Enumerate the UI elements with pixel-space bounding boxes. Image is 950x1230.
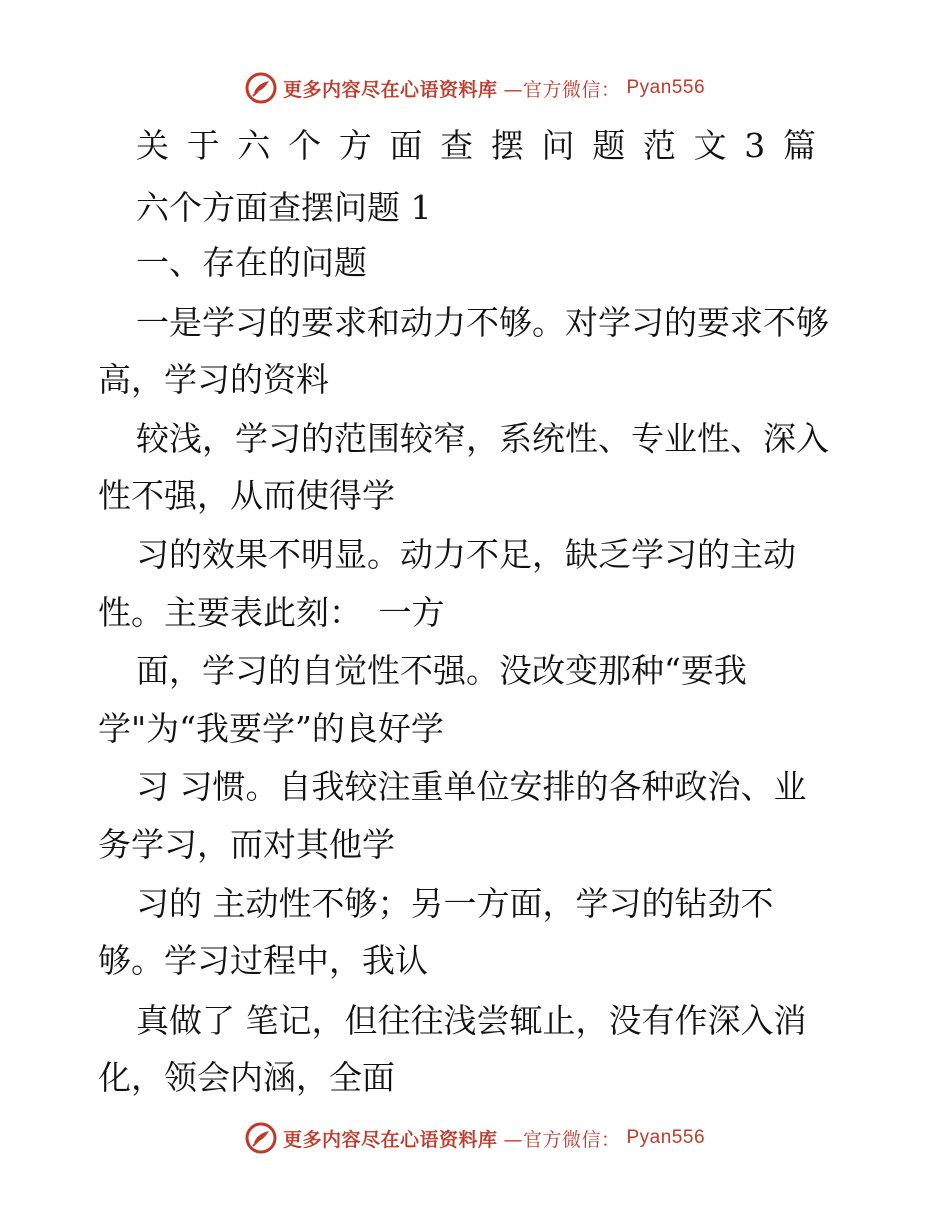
body-line: 性不强，从而使得学 — [98, 476, 395, 515]
title-char: 篇 — [782, 126, 816, 165]
watermark-wechat-id: Pyan556 — [626, 77, 706, 98]
title-char: 问 — [541, 126, 575, 165]
title-char: 方 — [338, 126, 372, 165]
body-line: 真做了 笔记，但往往浅尝辄止，没有作深入消 — [136, 1001, 807, 1040]
title-char: 题 — [592, 126, 626, 165]
body-line: 习的 主动性不够；另一方面，学习的钻劲不 — [136, 884, 774, 923]
header-watermark — [0, 72, 950, 104]
body-line: 够。学习过程中，我认 — [98, 941, 428, 980]
title-char: 关 — [136, 126, 169, 165]
title-char: 摆 — [490, 126, 524, 165]
watermark-wechat-id: Pyan556 — [626, 1127, 706, 1148]
body-line: 习 习惯。自我较注重单位安排的各种政治、业 — [136, 767, 807, 806]
watermark-brand: 更多内容尽在心语资料库 — [282, 78, 498, 101]
brand-logo-icon — [245, 72, 277, 104]
section-heading: 六个方面查摆问题 1 — [136, 188, 432, 227]
title-char: 于 — [186, 126, 220, 165]
body-line: 一是学习的要求和动力不够。对学习的要求不够 — [136, 303, 829, 342]
title-char: 查 — [440, 126, 474, 165]
title-char: 个 — [288, 126, 322, 165]
body-line: 高，学习的资料 — [98, 360, 329, 399]
brand-logo-icon — [245, 1122, 277, 1154]
body-line: 面，学习的自觉性不强。没改变那种“要我 — [136, 651, 747, 690]
body-line: 习的效果不明显。动力不足，缺乏学习的主动 — [136, 535, 796, 574]
body-line: 性。主要表此刻： 一方 — [98, 593, 445, 632]
body-line: 务学习，而对其他学 — [98, 825, 395, 864]
subsection-heading: 一、存在的问题 — [136, 243, 367, 282]
title-char: 文 — [693, 126, 727, 165]
body-line: 化，领会内涵，全面 — [98, 1058, 395, 1097]
title-char: 范 — [642, 126, 676, 165]
title-char: 六 — [237, 126, 271, 165]
footer-watermark — [0, 1122, 950, 1154]
watermark-brand: 更多内容尽在心语资料库 — [282, 1128, 498, 1151]
body-line: 较浅，学习的范围较窄，系统性、专业性、深入 — [136, 419, 829, 458]
title-char: 面 — [389, 126, 423, 165]
watermark-wechat-label: —官方微信： — [503, 78, 621, 101]
watermark-wechat-label: —官方微信： — [503, 1128, 621, 1151]
document-title — [136, 126, 816, 166]
body-line: 学"为“我要学”的良好学 — [98, 709, 444, 748]
title-char: 3 — [744, 126, 766, 165]
